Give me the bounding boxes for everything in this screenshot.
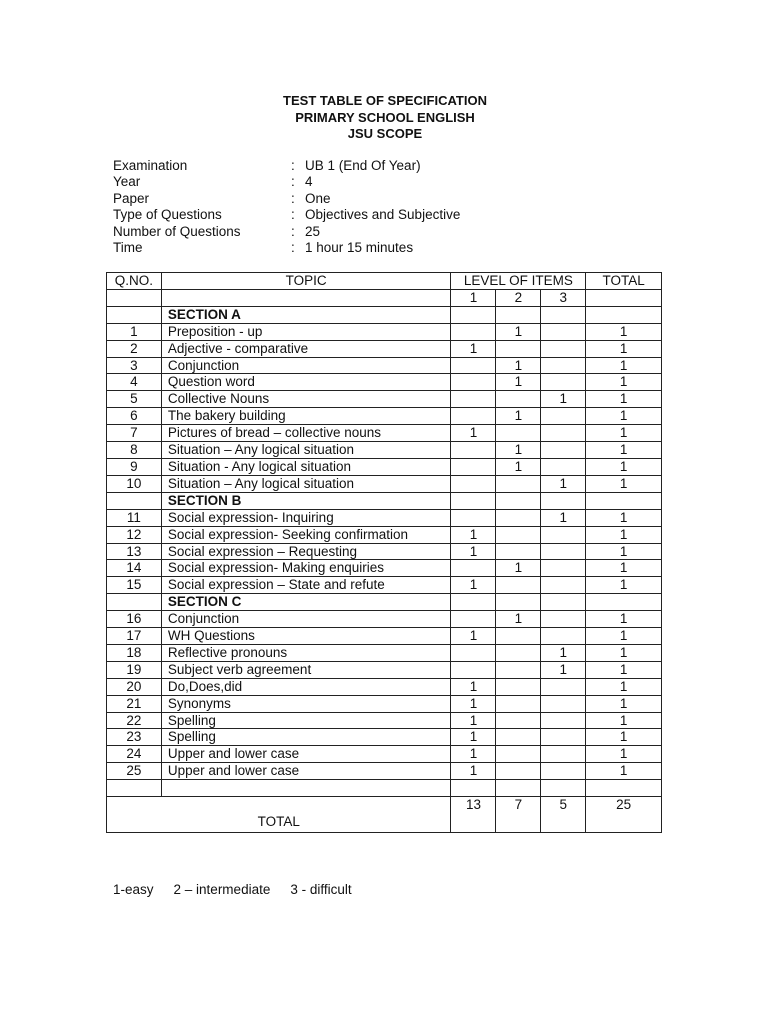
row-total: 1 <box>586 442 662 459</box>
question-number: 25 <box>107 763 162 780</box>
level-2-cell <box>496 543 541 560</box>
level-3-cell <box>541 458 586 475</box>
question-number: 16 <box>107 611 162 628</box>
level-3-header: 3 <box>541 289 586 306</box>
subtitle-line: PRIMARY SCHOOL ENGLISH <box>295 109 475 125</box>
blank-cell <box>496 594 541 611</box>
table-row <box>107 763 662 780</box>
level-1-cell <box>451 644 496 661</box>
level-3-cell <box>541 442 586 459</box>
question-topic: Social expression- Making enquiries <box>161 560 451 577</box>
level-3-cell <box>541 425 586 442</box>
level-2-cell <box>496 425 541 442</box>
blank-cell <box>451 594 496 611</box>
level-1-cell <box>451 509 496 526</box>
table-row <box>107 560 662 577</box>
level-3-cell <box>541 374 586 391</box>
table-row <box>107 408 662 425</box>
question-number: 8 <box>107 442 162 459</box>
level-1-cell <box>451 611 496 628</box>
table-row <box>107 425 662 442</box>
row-total: 1 <box>586 509 662 526</box>
question-topic: Social expression- Seeking confirmation <box>161 526 451 543</box>
exam-details <box>113 158 460 256</box>
question-number: 1 <box>107 323 162 340</box>
row-total: 1 <box>586 560 662 577</box>
question-topic: Spelling <box>161 729 451 746</box>
table-row <box>107 746 662 763</box>
grand-total: 25 <box>586 797 662 833</box>
row-total: 1 <box>586 526 662 543</box>
level-2-cell: 1 <box>496 323 541 340</box>
table-body <box>107 306 662 796</box>
row-total: 1 <box>586 661 662 678</box>
question-number: 2 <box>107 340 162 357</box>
question-number: 11 <box>107 509 162 526</box>
blank-cell <box>451 492 496 509</box>
blank-cell <box>107 594 162 611</box>
row-total: 1 <box>586 695 662 712</box>
question-number: 9 <box>107 458 162 475</box>
level-2-cell <box>496 391 541 408</box>
level-2-cell <box>496 526 541 543</box>
level-3-cell: 1 <box>541 391 586 408</box>
level-3-cell <box>541 543 586 560</box>
row-total: 1 <box>586 458 662 475</box>
level-1-cell <box>451 661 496 678</box>
difficulty-legend <box>113 882 372 897</box>
detail-row <box>113 240 460 256</box>
question-topic: Subject verb agreement <box>161 661 451 678</box>
level-1-cell: 1 <box>451 695 496 712</box>
blank-cell <box>107 289 162 306</box>
row-total: 1 <box>586 577 662 594</box>
table-row <box>107 644 662 661</box>
level-2-cell: 1 <box>496 357 541 374</box>
question-number: 6 <box>107 408 162 425</box>
level-2-cell <box>496 340 541 357</box>
level-2-cell <box>496 509 541 526</box>
blank-cell <box>586 306 662 323</box>
table-row <box>107 695 662 712</box>
row-total: 1 <box>586 712 662 729</box>
level-2-cell <box>496 712 541 729</box>
document-title <box>0 93 768 143</box>
level-1-cell <box>451 458 496 475</box>
table-row <box>107 712 662 729</box>
level-3-cell <box>541 712 586 729</box>
question-topic: Social expression – State and refute <box>161 577 451 594</box>
blank-cell <box>586 289 662 306</box>
question-topic: Spelling <box>161 712 451 729</box>
level-1-cell <box>451 391 496 408</box>
section-heading: SECTION C <box>161 594 451 611</box>
detail-row <box>113 191 460 207</box>
level-1-header: 1 <box>451 289 496 306</box>
detail-label: Type of Questions <box>113 207 222 223</box>
row-total: 1 <box>586 543 662 560</box>
blank-cell <box>541 492 586 509</box>
subheader-row <box>107 289 662 306</box>
question-number: 17 <box>107 628 162 645</box>
question-number: 5 <box>107 391 162 408</box>
level-3-cell: 1 <box>541 644 586 661</box>
blank-cell <box>586 594 662 611</box>
total-level-3: 5 <box>541 797 586 833</box>
question-number: 20 <box>107 678 162 695</box>
level-2-cell <box>496 729 541 746</box>
level-1-cell <box>451 374 496 391</box>
question-number: 3 <box>107 357 162 374</box>
detail-value: UB 1 (End Of Year) <box>305 158 421 173</box>
question-number: 10 <box>107 475 162 492</box>
row-total: 1 <box>586 678 662 695</box>
row-total: 1 <box>586 374 662 391</box>
level-2-cell <box>496 628 541 645</box>
detail-colon: : <box>291 174 295 190</box>
level-1-cell <box>451 560 496 577</box>
detail-value: 1 hour 15 minutes <box>305 240 414 256</box>
level-3-cell: 1 <box>541 475 586 492</box>
row-total: 1 <box>586 340 662 357</box>
table-row <box>107 543 662 560</box>
level-1-cell: 1 <box>451 425 496 442</box>
row-total: 1 <box>586 644 662 661</box>
table-row <box>107 475 662 492</box>
row-total: 1 <box>586 357 662 374</box>
detail-row <box>113 207 460 223</box>
level-2-cell <box>496 644 541 661</box>
detail-label: Paper <box>113 190 150 206</box>
question-number: 12 <box>107 526 162 543</box>
question-topic: Preposition - up <box>161 323 451 340</box>
blank-cell <box>541 306 586 323</box>
blank-cell <box>451 306 496 323</box>
level-2-cell <box>496 695 541 712</box>
table-row <box>107 577 662 594</box>
row-total: 1 <box>586 323 662 340</box>
question-topic: Pictures of bread – collective nouns <box>161 425 451 442</box>
level-3-cell: 1 <box>541 509 586 526</box>
level-3-cell <box>541 323 586 340</box>
level-2-cell <box>496 475 541 492</box>
detail-colon: : <box>291 240 295 256</box>
detail-colon: : <box>291 207 295 223</box>
detail-label: Number of Questions <box>113 223 241 239</box>
table-row <box>107 442 662 459</box>
level-1-cell: 1 <box>451 577 496 594</box>
header-topic: TOPIC <box>161 273 451 290</box>
question-number: 13 <box>107 543 162 560</box>
table-row <box>107 391 662 408</box>
detail-colon: : <box>291 190 295 206</box>
level-3-cell <box>541 560 586 577</box>
detail-row <box>113 224 460 240</box>
level-3-cell <box>541 695 586 712</box>
question-topic: Synonyms <box>161 695 451 712</box>
question-topic: Adjective - comparative <box>161 340 451 357</box>
question-topic: Upper and lower case <box>161 746 451 763</box>
blank-cell <box>161 780 451 797</box>
blank-cell <box>107 492 162 509</box>
table-row <box>107 509 662 526</box>
header-level: LEVEL OF ITEMS <box>451 273 586 290</box>
row-total: 1 <box>586 611 662 628</box>
detail-value: Objectives and Subjective <box>305 207 461 223</box>
level-3-cell <box>541 408 586 425</box>
total-level-1: 13 <box>451 797 496 833</box>
question-number: 21 <box>107 695 162 712</box>
level-3-cell <box>541 628 586 645</box>
level-3-cell <box>541 357 586 374</box>
question-number: 23 <box>107 729 162 746</box>
row-total: 1 <box>586 628 662 645</box>
question-topic: Conjunction <box>161 357 451 374</box>
level-1-cell: 1 <box>451 678 496 695</box>
question-topic: Situation - Any logical situation <box>161 458 451 475</box>
blank-cell <box>107 780 162 797</box>
level-3-cell <box>541 526 586 543</box>
level-2-cell: 1 <box>496 611 541 628</box>
question-number: 4 <box>107 374 162 391</box>
question-topic: Collective Nouns <box>161 391 451 408</box>
total-label: TOTAL <box>107 797 451 833</box>
row-total: 1 <box>586 763 662 780</box>
level-1-cell: 1 <box>451 746 496 763</box>
question-number: 18 <box>107 644 162 661</box>
level-1-cell <box>451 442 496 459</box>
row-total: 1 <box>586 746 662 763</box>
question-topic: Reflective pronouns <box>161 644 451 661</box>
level-2-cell: 1 <box>496 560 541 577</box>
level-1-cell <box>451 323 496 340</box>
table-row <box>107 323 662 340</box>
level-2-cell: 1 <box>496 374 541 391</box>
question-number: 14 <box>107 560 162 577</box>
detail-label: Examination <box>113 158 188 173</box>
legend-item: 3 - difficult <box>290 882 352 897</box>
question-topic: Situation – Any logical situation <box>161 475 451 492</box>
legend-item: 2 – intermediate <box>173 882 271 897</box>
level-3-cell <box>541 340 586 357</box>
table-row <box>107 458 662 475</box>
question-topic: Do,Does,did <box>161 678 451 695</box>
detail-label: Time <box>113 240 143 256</box>
legend-item: 1-easy <box>113 882 154 897</box>
level-2-header: 2 <box>496 289 541 306</box>
level-2-cell: 1 <box>496 408 541 425</box>
header-qno: Q.NO. <box>107 273 162 290</box>
level-2-cell: 1 <box>496 442 541 459</box>
question-topic: Social expression – Requesting <box>161 543 451 560</box>
table-row <box>107 729 662 746</box>
question-number: 7 <box>107 425 162 442</box>
section-row <box>107 306 662 323</box>
level-3-cell <box>541 577 586 594</box>
blank-cell <box>107 306 162 323</box>
level-1-cell: 1 <box>451 628 496 645</box>
section-row <box>107 492 662 509</box>
header-row <box>107 273 662 290</box>
row-total: 1 <box>586 475 662 492</box>
table-row <box>107 628 662 645</box>
row-total: 1 <box>586 391 662 408</box>
table-row <box>107 678 662 695</box>
question-number: 24 <box>107 746 162 763</box>
table-row <box>107 661 662 678</box>
table-row <box>107 340 662 357</box>
level-3-cell <box>541 611 586 628</box>
section-heading: SECTION B <box>161 492 451 509</box>
subtitle-line: JSU SCOPE <box>347 126 423 141</box>
level-3-cell <box>541 678 586 695</box>
level-2-cell <box>496 763 541 780</box>
blank-cell <box>451 780 496 797</box>
level-1-cell: 1 <box>451 340 496 357</box>
question-topic: Situation – Any logical situation <box>161 442 451 459</box>
question-number: 19 <box>107 661 162 678</box>
question-number: 15 <box>107 577 162 594</box>
detail-value: 25 <box>305 223 321 239</box>
detail-value: 4 <box>305 174 313 190</box>
level-3-cell <box>541 729 586 746</box>
table-row <box>107 611 662 628</box>
specification-table <box>106 272 662 833</box>
blank-cell <box>586 780 662 797</box>
section-row <box>107 594 662 611</box>
level-1-cell <box>451 475 496 492</box>
level-1-cell <box>451 408 496 425</box>
total-level-2: 7 <box>496 797 541 833</box>
level-2-cell: 1 <box>496 458 541 475</box>
level-2-cell <box>496 678 541 695</box>
level-1-cell: 1 <box>451 712 496 729</box>
question-topic: Social expression- Inquiring <box>161 509 451 526</box>
level-1-cell: 1 <box>451 729 496 746</box>
level-1-cell <box>451 357 496 374</box>
question-topic: Upper and lower case <box>161 763 451 780</box>
question-number: 22 <box>107 712 162 729</box>
title-line: TEST TABLE OF SPECIFICATION <box>283 93 487 108</box>
row-total: 1 <box>586 425 662 442</box>
blank-cell <box>496 306 541 323</box>
blank-row <box>107 780 662 797</box>
question-topic: WH Questions <box>161 628 451 645</box>
question-topic: Conjunction <box>161 611 451 628</box>
blank-cell <box>541 780 586 797</box>
detail-value: One <box>305 190 331 206</box>
detail-label: Year <box>113 174 141 190</box>
question-topic: The bakery building <box>161 408 451 425</box>
blank-cell <box>496 780 541 797</box>
totals-row <box>107 797 662 833</box>
row-total: 1 <box>586 729 662 746</box>
level-1-cell: 1 <box>451 763 496 780</box>
level-2-cell <box>496 746 541 763</box>
blank-cell <box>496 492 541 509</box>
level-1-cell: 1 <box>451 543 496 560</box>
level-3-cell: 1 <box>541 661 586 678</box>
question-topic: Question word <box>161 374 451 391</box>
level-2-cell <box>496 661 541 678</box>
detail-colon: : <box>291 223 295 239</box>
table-row <box>107 526 662 543</box>
level-2-cell <box>496 577 541 594</box>
detail-row <box>113 174 460 190</box>
blank-cell <box>161 289 451 306</box>
blank-cell <box>541 594 586 611</box>
section-heading: SECTION A <box>161 306 451 323</box>
level-3-cell <box>541 746 586 763</box>
detail-row <box>113 158 460 174</box>
level-1-cell: 1 <box>451 526 496 543</box>
table-row <box>107 374 662 391</box>
detail-colon: : <box>291 158 295 173</box>
header-total: TOTAL <box>586 273 662 290</box>
table-row <box>107 357 662 374</box>
row-total: 1 <box>586 408 662 425</box>
blank-cell <box>586 492 662 509</box>
level-3-cell <box>541 763 586 780</box>
